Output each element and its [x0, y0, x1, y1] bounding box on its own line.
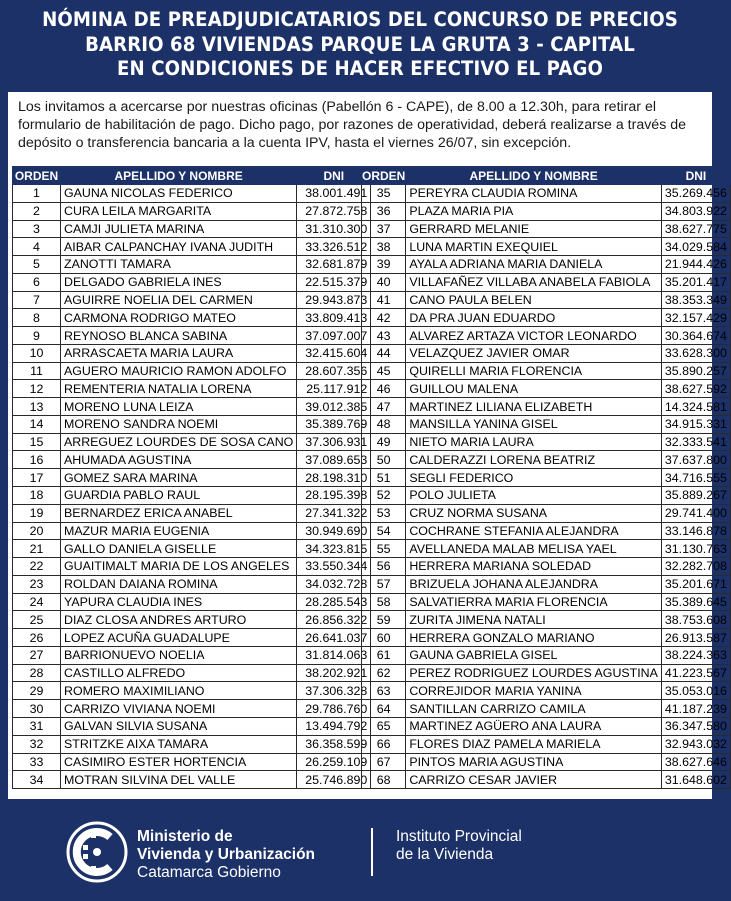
cell-nombre: GUARDIA PABLO RAUL — [61, 487, 297, 505]
table-row — [13, 291, 371, 309]
cell-nombre: AYALA ADRIANA MARIA DANIELA — [406, 256, 662, 274]
cell-dni: 38.627.592 — [661, 380, 730, 398]
cell-nombre: LUNA MARTIN EXEQUIEL — [406, 238, 662, 256]
table-row — [362, 309, 731, 327]
table-row — [362, 273, 731, 291]
cell-orden: 15 — [13, 433, 61, 451]
cell-orden: 22 — [13, 558, 61, 576]
cell-dni: 31.130.763 — [661, 540, 730, 558]
cell-orden: 39 — [362, 256, 406, 274]
table-row — [13, 380, 371, 398]
cell-nombre: DELGADO GABRIELA INES — [61, 273, 297, 291]
cell-dni: 34.323.815 — [297, 540, 371, 558]
ministry-line-1: Ministerio de — [137, 828, 233, 845]
cell-orden: 7 — [13, 291, 61, 309]
table-row — [13, 362, 371, 380]
header-orden: ORDEN — [362, 168, 406, 183]
cell-orden: 51 — [362, 469, 406, 487]
cell-dni: 33.628.300 — [661, 344, 730, 362]
cell-orden: 24 — [13, 593, 61, 611]
cell-orden: 65 — [362, 717, 406, 735]
cell-nombre: AGUIRRE NOELIA DEL CARMEN — [61, 291, 297, 309]
cell-orden: 8 — [13, 309, 61, 327]
ministry-line-2: Vivienda y Urbanización — [137, 846, 316, 863]
cell-orden: 61 — [362, 646, 406, 664]
cell-dni: 35.053.016 — [661, 682, 730, 700]
cell-dni: 35.890.257 — [661, 362, 730, 380]
cell-orden: 58 — [362, 593, 406, 611]
cell-dni: 13.494.792 — [297, 717, 371, 735]
cell-nombre: MOTRAN SILVINA DEL VALLE — [61, 771, 297, 789]
cell-orden: 55 — [362, 540, 406, 558]
cell-dni: 41.187.239 — [661, 700, 730, 718]
cell-dni: 32.681.879 — [297, 256, 371, 274]
cell-orden: 40 — [362, 273, 406, 291]
cell-dni: 33.550.344 — [297, 558, 371, 576]
table-row — [13, 646, 371, 664]
cell-orden: 1 — [13, 185, 61, 203]
cell-nombre: DIAZ CLOSA ANDRES ARTURO — [61, 611, 297, 629]
cell-nombre: FLORES DIAZ PAMELA MARIELA — [406, 735, 662, 753]
cell-nombre: CARRIZO CESAR JAVIER — [406, 771, 662, 789]
cell-orden: 14 — [13, 415, 61, 433]
cell-nombre: COCHRANE STEFANIA ALEJANDRA — [406, 522, 662, 540]
cell-dni: 27.872.758 — [297, 202, 371, 220]
content-panel — [8, 92, 727, 799]
cell-orden: 60 — [362, 629, 406, 647]
cell-dni: 30.949.690 — [297, 522, 371, 540]
cell-dni: 32.282.708 — [661, 558, 730, 576]
cell-nombre: HERRERA GONZALO MARIANO — [406, 629, 662, 647]
cell-orden: 13 — [13, 398, 61, 416]
cell-nombre: GUILLOU MALENA — [406, 380, 662, 398]
cell-dni: 28.195.398 — [297, 487, 371, 505]
cell-nombre: REMENTERIA NATALIA LORENA — [61, 380, 297, 398]
cell-nombre: PLAZA MARIA PIA — [406, 202, 662, 220]
table-row — [362, 469, 731, 487]
cell-orden: 56 — [362, 558, 406, 576]
cell-nombre: AIBAR CALPANCHAY IVANA JUDITH — [61, 238, 297, 256]
table-row — [13, 238, 371, 256]
cell-dni: 37.089.653 — [297, 451, 371, 469]
preadjudicatarios-table-right — [361, 166, 731, 789]
header-dni: DNI — [297, 167, 371, 185]
cell-orden: 63 — [362, 682, 406, 700]
table-row — [13, 327, 371, 345]
cell-dni: 29.741.400 — [661, 504, 730, 522]
cell-orden: 53 — [362, 504, 406, 522]
table-row — [362, 327, 731, 345]
cell-dni: 38.753.608 — [661, 611, 730, 629]
cell-orden: 9 — [13, 327, 61, 345]
cell-orden: 11 — [13, 362, 61, 380]
table-row — [362, 362, 731, 380]
header-orden: ORDEN — [13, 167, 61, 185]
cell-nombre: POLO JULIETA — [406, 487, 662, 505]
cell-nombre: REYNOSO BLANCA SABINA — [61, 327, 297, 345]
cell-nombre: ZANOTTI TAMARA — [61, 256, 297, 274]
cell-nombre: SANTILLAN CARRIZO CAMILA — [406, 700, 662, 718]
cell-orden: 32 — [13, 735, 61, 753]
cell-nombre: SEGLI FEDERICO — [406, 469, 662, 487]
cell-dni: 36.358.599 — [297, 735, 371, 753]
cell-dni: 33.146.878 — [661, 522, 730, 540]
footer-divider — [371, 828, 373, 876]
cell-orden: 27 — [13, 646, 61, 664]
cell-dni: 31.648.602 — [661, 771, 730, 789]
cell-dni: 38.353.349 — [661, 291, 730, 309]
table-row — [13, 540, 371, 558]
table-row — [362, 575, 731, 593]
table-row — [13, 469, 371, 487]
cell-nombre: YAPURA CLAUDIA INES — [61, 593, 297, 611]
cell-nombre: CALDERAZZI LORENA BEATRIZ — [406, 451, 662, 469]
cell-orden: 46 — [362, 380, 406, 398]
cell-dni: 38.001.491 — [297, 185, 371, 203]
cell-nombre: BERNARDEZ ERICA ANABEL — [61, 504, 297, 522]
table-row — [13, 753, 371, 771]
table-row — [362, 256, 731, 274]
cell-dni: 29.943.873 — [297, 291, 371, 309]
cell-dni: 34.915.331 — [661, 415, 730, 433]
cell-nombre: PINTOS MARIA AGUSTINA — [406, 753, 662, 771]
table-row — [362, 629, 731, 647]
table-row — [13, 629, 371, 647]
cell-dni: 31.814.063 — [297, 646, 371, 664]
table-row — [362, 398, 731, 416]
cell-orden: 35 — [362, 185, 406, 203]
cell-dni: 34.803.922 — [661, 202, 730, 220]
table-row — [13, 522, 371, 540]
table-row — [13, 504, 371, 522]
cell-orden: 28 — [13, 664, 61, 682]
cell-orden: 17 — [13, 469, 61, 487]
cell-nombre: HERRERA MARIANA SOLEDAD — [406, 558, 662, 576]
cell-dni: 35.201.671 — [661, 575, 730, 593]
cell-orden: 44 — [362, 344, 406, 362]
cell-orden: 45 — [362, 362, 406, 380]
ipv-name — [396, 828, 522, 864]
catamarca-gobierno-logo-icon — [66, 821, 128, 883]
cell-nombre: MORENO SANDRA NOEMI — [61, 415, 297, 433]
cell-orden: 38 — [362, 238, 406, 256]
cell-dni: 38.224.363 — [661, 646, 730, 664]
header-nombre: APELLIDO Y NOMBRE — [406, 167, 662, 185]
cell-orden: 41 — [362, 291, 406, 309]
cell-dni: 32.943.032 — [661, 735, 730, 753]
preadjudicatarios-table-left — [12, 166, 371, 789]
cell-orden: 30 — [13, 700, 61, 718]
cell-nombre: BRIZUELA JOHANA ALEJANDRA — [406, 575, 662, 593]
cell-dni: 25.117.912 — [297, 380, 371, 398]
cell-nombre: DA PRA JUAN EDUARDO — [406, 309, 662, 327]
table-row — [362, 220, 731, 238]
table-row — [13, 664, 371, 682]
cell-orden: 10 — [13, 344, 61, 362]
cell-dni: 37.306.328 — [297, 682, 371, 700]
cell-dni: 28.285.543 — [297, 593, 371, 611]
cell-dni: 32.157.429 — [661, 309, 730, 327]
cell-nombre: CASIMIRO ESTER HORTENCIA — [61, 753, 297, 771]
cell-dni: 26.856.322 — [297, 611, 371, 629]
cell-orden: 4 — [13, 238, 61, 256]
cell-nombre: MARTINEZ AGÜERO ANA LAURA — [406, 717, 662, 735]
cell-nombre: GAUNA NICOLAS FEDERICO — [61, 185, 297, 203]
table-row — [362, 646, 731, 664]
cell-dni: 22.515.379 — [297, 273, 371, 291]
table-row — [13, 185, 371, 203]
cell-orden: 23 — [13, 575, 61, 593]
cell-dni: 35.269.456 — [661, 185, 730, 203]
cell-orden: 33 — [13, 753, 61, 771]
cell-nombre: QUIRELLI MARIA FLORENCIA — [406, 362, 662, 380]
cell-orden: 48 — [362, 415, 406, 433]
cell-nombre: NIETO MARIA LAURA — [406, 433, 662, 451]
cell-orden: 36 — [362, 202, 406, 220]
cell-nombre: AHUMADA AGUSTINA — [61, 451, 297, 469]
cell-nombre: MARTINEZ LILIANA ELIZABETH — [406, 398, 662, 416]
cell-orden: 52 — [362, 487, 406, 505]
table-row — [362, 291, 731, 309]
cell-dni: 35.389.769 — [297, 415, 371, 433]
cell-dni: 35.389.645 — [661, 593, 730, 611]
table-row — [362, 771, 731, 789]
table-row — [362, 700, 731, 718]
cell-dni: 26.259.109 — [297, 753, 371, 771]
cell-orden: 12 — [13, 380, 61, 398]
table-row — [362, 558, 731, 576]
cell-nombre: ALVAREZ ARTAZA VICTOR LEONARDO — [406, 327, 662, 345]
cell-orden: 42 — [362, 309, 406, 327]
table-row — [13, 415, 371, 433]
table-row — [362, 185, 731, 203]
cell-orden: 47 — [362, 398, 406, 416]
cell-dni: 31.310.300 — [297, 220, 371, 238]
cell-nombre: ARREGUEZ LOURDES DE SOSA CANO — [61, 433, 297, 451]
table-row — [362, 202, 731, 220]
cell-nombre: GUAITIMALT MARIA DE LOS ANGELES — [61, 558, 297, 576]
table-row — [362, 753, 731, 771]
footer — [0, 808, 720, 901]
cell-dni: 28.607.356 — [297, 362, 371, 380]
cell-nombre: MORENO LUNA LEIZA — [61, 398, 297, 416]
table-row — [13, 256, 371, 274]
cell-orden: 26 — [13, 629, 61, 647]
cell-nombre: SALVATIERRA MARIA FLORENCIA — [406, 593, 662, 611]
table-row — [13, 433, 371, 451]
table-row — [13, 273, 371, 291]
cell-nombre: BARRIONUEVO NOELIA — [61, 646, 297, 664]
cell-dni: 27.341.322 — [297, 504, 371, 522]
cell-orden: 16 — [13, 451, 61, 469]
cell-nombre: CARRIZO VIVIANA NOEMI — [61, 700, 297, 718]
cell-dni: 41.223.567 — [661, 664, 730, 682]
table-row — [13, 575, 371, 593]
cell-orden: 19 — [13, 504, 61, 522]
header-nombre: APELLIDO Y NOMBRE — [61, 167, 297, 185]
cell-dni: 37.306.931 — [297, 433, 371, 451]
cell-orden: 49 — [362, 433, 406, 451]
cell-orden: 6 — [13, 273, 61, 291]
table-header-row — [362, 167, 731, 185]
cell-nombre: LOPEZ ACUÑA GUADALUPE — [61, 629, 297, 647]
table-row — [362, 611, 731, 629]
cell-orden: 21 — [13, 540, 61, 558]
cell-dni: 33.326.512 — [297, 238, 371, 256]
cell-dni: 33.809.413 — [297, 309, 371, 327]
cell-orden: 5 — [13, 256, 61, 274]
cell-dni: 35.889.267 — [661, 487, 730, 505]
cell-nombre: AVELLANEDA MALAB MELISA YAEL — [406, 540, 662, 558]
cell-orden: 57 — [362, 575, 406, 593]
cell-nombre: GALLO DANIELA GISELLE — [61, 540, 297, 558]
table-row — [13, 771, 371, 789]
cell-dni: 26.913.587 — [661, 629, 730, 647]
cell-dni: 37.097.007 — [297, 327, 371, 345]
table-row — [13, 451, 371, 469]
cell-nombre: MAZUR MARIA EUGENIA — [61, 522, 297, 540]
cell-nombre: CARMONA RODRIGO MATEO — [61, 309, 297, 327]
table-row — [362, 664, 731, 682]
cell-orden: 20 — [13, 522, 61, 540]
cell-nombre: ROMERO MAXIMILIANO — [61, 682, 297, 700]
table-row — [13, 735, 371, 753]
cell-nombre: PEREZ RODRIGUEZ LOURDES AGUSTINA — [406, 664, 662, 682]
cell-orden: 29 — [13, 682, 61, 700]
title-line-1: NÓMINA DE PREADJUDICATARIOS DEL CONCURSO DE PRECIOS — [42, 8, 678, 31]
cell-orden: 67 — [362, 753, 406, 771]
cell-dni: 38.627.775 — [661, 220, 730, 238]
table-row — [362, 717, 731, 735]
cell-nombre: STRITZKE AIXA TAMARA — [61, 735, 297, 753]
table-row — [13, 398, 371, 416]
cell-orden: 2 — [13, 202, 61, 220]
table-row — [362, 433, 731, 451]
cell-nombre: CORREJIDOR MARIA YANINA — [406, 682, 662, 700]
table-row — [362, 540, 731, 558]
title-line-2: BARRIO 68 VIVIENDAS PARQUE LA GRUTA 3 - CAPITAL — [85, 32, 635, 56]
cell-dni: 34.032.728 — [297, 575, 371, 593]
cell-nombre: GOMEZ SARA MARINA — [61, 469, 297, 487]
page-title — [0, 8, 720, 82]
cell-orden: 18 — [13, 487, 61, 505]
cell-nombre: CAMJI JULIETA MARINA — [61, 220, 297, 238]
cell-nombre: ZURITA JIMENA NATALI — [406, 611, 662, 629]
table-row — [13, 700, 371, 718]
cell-dni: 37.637.800 — [661, 451, 730, 469]
table-row — [362, 380, 731, 398]
cell-orden: 25 — [13, 611, 61, 629]
ministry-name — [137, 828, 315, 882]
cell-nombre: ROLDAN DAIANA ROMINA — [61, 575, 297, 593]
table-row — [362, 238, 731, 256]
table-row — [362, 522, 731, 540]
title-line-3: EN CONDICIONES DE HACER EFECTIVO EL PAGO — [117, 57, 603, 80]
cell-nombre: GALVAN SILVIA SUSANA — [61, 717, 297, 735]
cell-nombre: ARRASCAETA MARIA LAURA — [61, 344, 297, 362]
table-row — [362, 682, 731, 700]
cell-dni: 26.641.037 — [297, 629, 371, 647]
cell-orden: 34 — [13, 771, 61, 789]
table-row — [13, 717, 371, 735]
table-row — [362, 504, 731, 522]
cell-orden: 43 — [362, 327, 406, 345]
intro-paragraph: Los invitamos a acercarse por nuestras oficinas (Pabellón 6 - CAPE), de 8.00 a 12.30h, para retirar el formulario de habilitación de pago. Dicho pago, por razones de operatividad, deberá realizarse a través de depósito o transferencia bancaria a la cuenta IPV, hasta el viernes 26/07, sin excepción. — [18, 99, 687, 151]
cell-dni: 32.333.541 — [661, 433, 730, 451]
cell-nombre: MANSILLA YANINA GISEL — [406, 415, 662, 433]
cell-dni: 35.201.417 — [661, 273, 730, 291]
cell-nombre: CURA LEILA MARGARITA — [61, 202, 297, 220]
table-row — [13, 682, 371, 700]
table-row — [13, 487, 371, 505]
cell-orden: 62 — [362, 664, 406, 682]
table-row — [362, 593, 731, 611]
cell-dni: 28.198.310 — [297, 469, 371, 487]
table-row — [13, 593, 371, 611]
cell-orden: 66 — [362, 735, 406, 753]
ipv-line-1: Instituto Provincial — [396, 828, 522, 845]
cell-nombre: PEREYRA CLAUDIA ROMINA — [406, 185, 662, 203]
table-row — [13, 309, 371, 327]
cell-nombre: VILLAFAÑEZ VILLABA ANABELA FABIOLA — [406, 273, 662, 291]
cell-nombre: GAUNA GABRIELA GISEL — [406, 646, 662, 664]
table-row — [13, 220, 371, 238]
table-row — [13, 344, 371, 362]
cell-nombre: GERRARD MELANIE — [406, 220, 662, 238]
cell-orden: 31 — [13, 717, 61, 735]
table-row — [13, 558, 371, 576]
cell-dni: 36.347.580 — [661, 717, 730, 735]
cell-dni: 21.944.426 — [661, 256, 730, 274]
cell-nombre: CASTILLO ALFREDO — [61, 664, 297, 682]
cell-dni: 14.324.581 — [661, 398, 730, 416]
cell-dni: 30.364.674 — [661, 327, 730, 345]
cell-orden: 3 — [13, 220, 61, 238]
ministry-line-3: Catamarca Gobierno — [137, 864, 281, 881]
cell-dni: 34.029.584 — [661, 238, 730, 256]
cell-nombre: AGUERO MAURICIO RAMON ADOLFO — [61, 362, 297, 380]
cell-dni: 38.202.921 — [297, 664, 371, 682]
cell-orden: 68 — [362, 771, 406, 789]
cell-orden: 37 — [362, 220, 406, 238]
cell-orden: 54 — [362, 522, 406, 540]
cell-dni: 29.786.760 — [297, 700, 371, 718]
table-row — [362, 415, 731, 433]
header-dni: DNI — [661, 167, 730, 185]
table-row — [362, 344, 731, 362]
cell-nombre: CRUZ NORMA SUSANA — [406, 504, 662, 522]
cell-nombre: VELAZQUEZ JAVIER OMAR — [406, 344, 662, 362]
table-row — [13, 611, 371, 629]
table-row — [362, 735, 731, 753]
cell-dni: 32.415.604 — [297, 344, 371, 362]
cell-dni: 39.012.385 — [297, 398, 371, 416]
ipv-line-2: de la Vivienda — [396, 846, 494, 863]
table-row — [13, 202, 371, 220]
cell-nombre: CANO PAULA BELEN — [406, 291, 662, 309]
table-row — [362, 451, 731, 469]
cell-orden: 59 — [362, 611, 406, 629]
cell-dni: 25.746.890 — [297, 771, 371, 789]
cell-dni: 34.716.555 — [661, 469, 730, 487]
table-row — [362, 487, 731, 505]
cell-orden: 64 — [362, 700, 406, 718]
table-header-row — [13, 167, 371, 185]
cell-dni: 38.627.646 — [661, 753, 730, 771]
cell-orden: 50 — [362, 451, 406, 469]
